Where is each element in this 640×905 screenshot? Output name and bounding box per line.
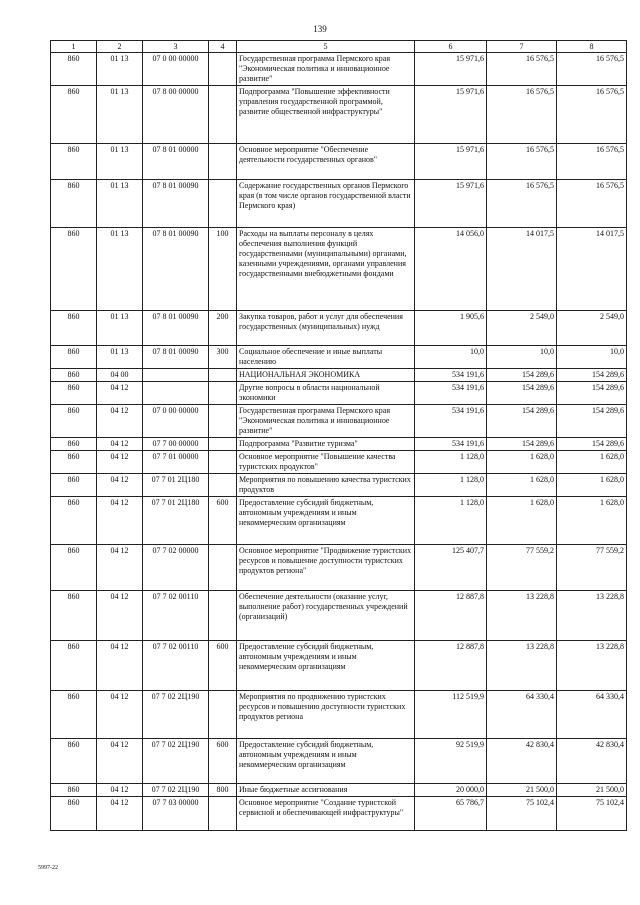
- target-article-cell: 07 0 00 00000: [143, 53, 209, 86]
- amount-cell: 1 628,0: [487, 451, 557, 474]
- description-cell: Подпрограмма "Повышение эффективности управления государственной программой, развитие общественной инфраструктуры": [237, 86, 415, 144]
- amount-cell: 12 887,8: [415, 641, 487, 691]
- code-cell: 860: [51, 784, 97, 797]
- amount-cell: 1 628,0: [487, 497, 557, 545]
- amount-cell: 75 102,4: [557, 797, 627, 831]
- description-cell: Предоставление субсидий бюджетным, автономным учреждениям и иным некоммерческим организациям: [237, 497, 415, 545]
- section-cell: 04 12: [97, 474, 143, 497]
- amount-cell: 13 228,8: [487, 591, 557, 641]
- expense-type-cell: 600: [209, 641, 237, 691]
- target-article-cell: 07 8 01 00090: [143, 228, 209, 311]
- amount-cell: 154 289,6: [557, 369, 627, 382]
- description-cell: Содержание государственных органов Пермского края (в том числе органов государственной власти Пермского края): [237, 180, 415, 228]
- section-cell: 01 13: [97, 86, 143, 144]
- amount-cell: 154 289,6: [557, 405, 627, 438]
- amount-cell: 1 128,0: [415, 451, 487, 474]
- amount-cell: 14 017,5: [557, 228, 627, 311]
- target-article-cell: [143, 369, 209, 382]
- amount-cell: 20 000,0: [415, 784, 487, 797]
- section-cell: 04 12: [97, 739, 143, 784]
- amount-cell: 2 549,0: [557, 311, 627, 346]
- table-row: [51, 784, 627, 797]
- target-article-cell: [143, 382, 209, 405]
- description-cell: Основное мероприятие "Создание туристской сервисной и обеспечивающей инфраструктуры": [237, 797, 415, 831]
- target-article-cell: 07 8 01 00090: [143, 311, 209, 346]
- column-header: 5: [237, 41, 415, 53]
- amount-cell: 534 191,6: [415, 382, 487, 405]
- amount-cell: 15 971,6: [415, 144, 487, 180]
- amount-cell: 154 289,6: [557, 382, 627, 405]
- amount-cell: 12 887,8: [415, 591, 487, 641]
- description-cell: Основное мероприятие "Повышение качества туристских продуктов": [237, 451, 415, 474]
- expense-type-cell: [209, 144, 237, 180]
- amount-cell: 534 191,6: [415, 405, 487, 438]
- expense-type-cell: 100: [209, 228, 237, 311]
- column-header: 3: [143, 41, 209, 53]
- target-article-cell: 07 8 00 00000: [143, 86, 209, 144]
- description-cell: НАЦИОНАЛЬНАЯ ЭКОНОМИКА: [237, 369, 415, 382]
- amount-cell: 16 576,5: [487, 144, 557, 180]
- amount-cell: 13 228,8: [487, 641, 557, 691]
- code-cell: 860: [51, 86, 97, 144]
- amount-cell: 13 228,8: [557, 641, 627, 691]
- amount-cell: 14 017,5: [487, 228, 557, 311]
- target-article-cell: 07 7 01 2Ц180: [143, 474, 209, 497]
- code-cell: 860: [51, 144, 97, 180]
- amount-cell: 154 289,6: [487, 438, 557, 451]
- table-row: [51, 144, 627, 180]
- code-cell: 860: [51, 438, 97, 451]
- amount-cell: 77 559,2: [487, 545, 557, 591]
- code-cell: 860: [51, 311, 97, 346]
- amount-cell: 125 407,7: [415, 545, 487, 591]
- table-row: [51, 739, 627, 784]
- description-cell: Другие вопросы в области национальной экономики: [237, 382, 415, 405]
- table-header-row: [51, 41, 627, 53]
- target-article-cell: 07 7 00 00000: [143, 438, 209, 451]
- code-cell: 860: [51, 797, 97, 831]
- table-row: [51, 474, 627, 497]
- section-cell: 04 12: [97, 451, 143, 474]
- expense-type-cell: 600: [209, 739, 237, 784]
- table-row: [51, 797, 627, 831]
- description-cell: Социальное обеспечение и иные выплаты населению: [237, 346, 415, 369]
- description-cell: Предоставление субсидий бюджетным, автономным учреждениям и иным некоммерческим организациям: [237, 739, 415, 784]
- amount-cell: 10,0: [487, 346, 557, 369]
- section-cell: 04 12: [97, 382, 143, 405]
- target-article-cell: 07 7 02 00110: [143, 591, 209, 641]
- expense-type-cell: [209, 86, 237, 144]
- amount-cell: 534 191,6: [415, 438, 487, 451]
- target-article-cell: 07 7 03 00000: [143, 797, 209, 831]
- table-row: [51, 405, 627, 438]
- expense-type-cell: [209, 438, 237, 451]
- description-cell: Предоставление субсидий бюджетным, автономным учреждениям и иным некоммерческим организациям: [237, 641, 415, 691]
- code-cell: 860: [51, 451, 97, 474]
- amount-cell: 154 289,6: [557, 438, 627, 451]
- amount-cell: 92 519,9: [415, 739, 487, 784]
- target-article-cell: 07 7 01 2Ц180: [143, 497, 209, 545]
- amount-cell: 112 519,9: [415, 691, 487, 739]
- expense-type-cell: [209, 451, 237, 474]
- amount-cell: 42 830,4: [487, 739, 557, 784]
- code-cell: 860: [51, 691, 97, 739]
- amount-cell: 13 228,8: [557, 591, 627, 641]
- section-cell: 04 12: [97, 641, 143, 691]
- expense-type-cell: [209, 180, 237, 228]
- amount-cell: 15 971,6: [415, 53, 487, 86]
- amount-cell: 16 576,5: [557, 86, 627, 144]
- section-cell: 01 13: [97, 144, 143, 180]
- section-cell: 04 12: [97, 497, 143, 545]
- target-article-cell: 07 7 02 2Ц190: [143, 739, 209, 784]
- amount-cell: 42 830,4: [557, 739, 627, 784]
- table-row: [51, 451, 627, 474]
- table-row: [51, 53, 627, 86]
- page-number: 139: [313, 24, 327, 34]
- expense-type-cell: [209, 405, 237, 438]
- amount-cell: 16 576,5: [557, 180, 627, 228]
- expense-type-cell: [209, 797, 237, 831]
- description-cell: Расходы на выплаты персоналу в целях обеспечения выполнения функций государственными (муниципальными) органами, казенными учреждениями, органами управления государственными внебюджетными фондами: [237, 228, 415, 311]
- amount-cell: 16 576,5: [557, 53, 627, 86]
- amount-cell: 1 628,0: [487, 474, 557, 497]
- code-cell: 860: [51, 382, 97, 405]
- section-cell: 04 00: [97, 369, 143, 382]
- amount-cell: 1 128,0: [415, 474, 487, 497]
- section-cell: 01 13: [97, 228, 143, 311]
- amount-cell: 10,0: [557, 346, 627, 369]
- target-article-cell: 07 7 02 00000: [143, 545, 209, 591]
- section-cell: 01 13: [97, 180, 143, 228]
- expense-type-cell: 300: [209, 346, 237, 369]
- table-row: [51, 86, 627, 144]
- code-cell: 860: [51, 53, 97, 86]
- target-article-cell: 07 8 01 00090: [143, 180, 209, 228]
- amount-cell: 534 191,6: [415, 369, 487, 382]
- code-cell: 860: [51, 405, 97, 438]
- amount-cell: 75 102,4: [487, 797, 557, 831]
- table-row: [51, 497, 627, 545]
- section-cell: 01 13: [97, 346, 143, 369]
- description-cell: Подпрограмма "Развитие туризма": [237, 438, 415, 451]
- expense-type-cell: [209, 474, 237, 497]
- amount-cell: 15 971,6: [415, 180, 487, 228]
- amount-cell: 16 576,5: [557, 144, 627, 180]
- amount-cell: 1 905,6: [415, 311, 487, 346]
- amount-cell: 1 628,0: [557, 451, 627, 474]
- amount-cell: 15 971,6: [415, 86, 487, 144]
- section-cell: 04 12: [97, 691, 143, 739]
- expense-type-cell: [209, 691, 237, 739]
- description-cell: Закупка товаров, работ и услуг для обеспечения государственных (муниципальных) нужд: [237, 311, 415, 346]
- expense-type-cell: [209, 382, 237, 405]
- column-header: 2: [97, 41, 143, 53]
- target-article-cell: 07 7 02 2Ц190: [143, 691, 209, 739]
- code-cell: 860: [51, 369, 97, 382]
- table-row: [51, 346, 627, 369]
- target-article-cell: 07 7 01 00000: [143, 451, 209, 474]
- expense-type-cell: 600: [209, 497, 237, 545]
- section-cell: 04 12: [97, 591, 143, 641]
- table-row: [51, 591, 627, 641]
- code-cell: 860: [51, 545, 97, 591]
- amount-cell: 65 786,7: [415, 797, 487, 831]
- section-cell: 04 12: [97, 405, 143, 438]
- document-code: 5997-22: [38, 865, 58, 871]
- amount-cell: 16 576,5: [487, 86, 557, 144]
- amount-cell: 14 056,0: [415, 228, 487, 311]
- expense-type-cell: [209, 53, 237, 86]
- amount-cell: 21 500,0: [487, 784, 557, 797]
- column-header: 1: [51, 41, 97, 53]
- target-article-cell: 07 8 01 00000: [143, 144, 209, 180]
- table-row: [51, 545, 627, 591]
- table-row: [51, 311, 627, 346]
- target-article-cell: 07 7 02 2Ц190: [143, 784, 209, 797]
- budget-table: [50, 40, 627, 831]
- section-cell: 01 13: [97, 53, 143, 86]
- table-row: [51, 641, 627, 691]
- amount-cell: 64 330,4: [487, 691, 557, 739]
- description-cell: Иные бюджетные ассигнования: [237, 784, 415, 797]
- section-cell: 04 12: [97, 797, 143, 831]
- description-cell: Основное мероприятие "Продвижение туристских ресурсов и повышение доступности туристских продуктов региона": [237, 545, 415, 591]
- expense-type-cell: [209, 369, 237, 382]
- section-cell: 04 12: [97, 545, 143, 591]
- table-row: [51, 691, 627, 739]
- column-header: 6: [415, 41, 487, 53]
- code-cell: 860: [51, 739, 97, 784]
- description-cell: Основное мероприятие "Обеспечение деятельности государственных органов": [237, 144, 415, 180]
- code-cell: 860: [51, 591, 97, 641]
- target-article-cell: 07 0 00 00000: [143, 405, 209, 438]
- description-cell: Государственная программа Пермского края "Экономическая политика и инновационное развитие": [237, 53, 415, 86]
- code-cell: 860: [51, 474, 97, 497]
- amount-cell: 10,0: [415, 346, 487, 369]
- table-row: [51, 438, 627, 451]
- description-cell: Мероприятия по повышению качества туристских продуктов: [237, 474, 415, 497]
- expense-type-cell: [209, 591, 237, 641]
- amount-cell: 1 128,0: [415, 497, 487, 545]
- section-cell: 04 12: [97, 438, 143, 451]
- table-row: [51, 382, 627, 405]
- amount-cell: 154 289,6: [487, 405, 557, 438]
- column-header: 8: [557, 41, 627, 53]
- amount-cell: 77 559,2: [557, 545, 627, 591]
- expense-type-cell: 800: [209, 784, 237, 797]
- amount-cell: 1 628,0: [557, 474, 627, 497]
- amount-cell: 154 289,6: [487, 369, 557, 382]
- amount-cell: 16 576,5: [487, 53, 557, 86]
- section-cell: 01 13: [97, 311, 143, 346]
- code-cell: 860: [51, 641, 97, 691]
- target-article-cell: 07 8 01 00090: [143, 346, 209, 369]
- description-cell: Государственная программа Пермского края "Экономическая политика и инновационное развитие": [237, 405, 415, 438]
- section-cell: 04 12: [97, 784, 143, 797]
- table-row: [51, 369, 627, 382]
- code-cell: 860: [51, 180, 97, 228]
- table-row: [51, 180, 627, 228]
- description-cell: Мероприятия по продвижению туристских ресурсов и повышению доступности туристских продуктов региона: [237, 691, 415, 739]
- column-header: 7: [487, 41, 557, 53]
- target-article-cell: 07 7 02 00110: [143, 641, 209, 691]
- amount-cell: 64 330,4: [557, 691, 627, 739]
- amount-cell: 2 549,0: [487, 311, 557, 346]
- expense-type-cell: 200: [209, 311, 237, 346]
- table-row: [51, 228, 627, 311]
- expense-type-cell: [209, 545, 237, 591]
- description-cell: Обеспечение деятельности (оказание услуг, выполнение работ) государственных учреждений (организаций): [237, 591, 415, 641]
- column-header: 4: [209, 41, 237, 53]
- code-cell: 860: [51, 346, 97, 369]
- amount-cell: 154 289,6: [487, 382, 557, 405]
- amount-cell: 16 576,5: [487, 180, 557, 228]
- code-cell: 860: [51, 497, 97, 545]
- amount-cell: 21 500,0: [557, 784, 627, 797]
- code-cell: 860: [51, 228, 97, 311]
- amount-cell: 1 628,0: [557, 497, 627, 545]
